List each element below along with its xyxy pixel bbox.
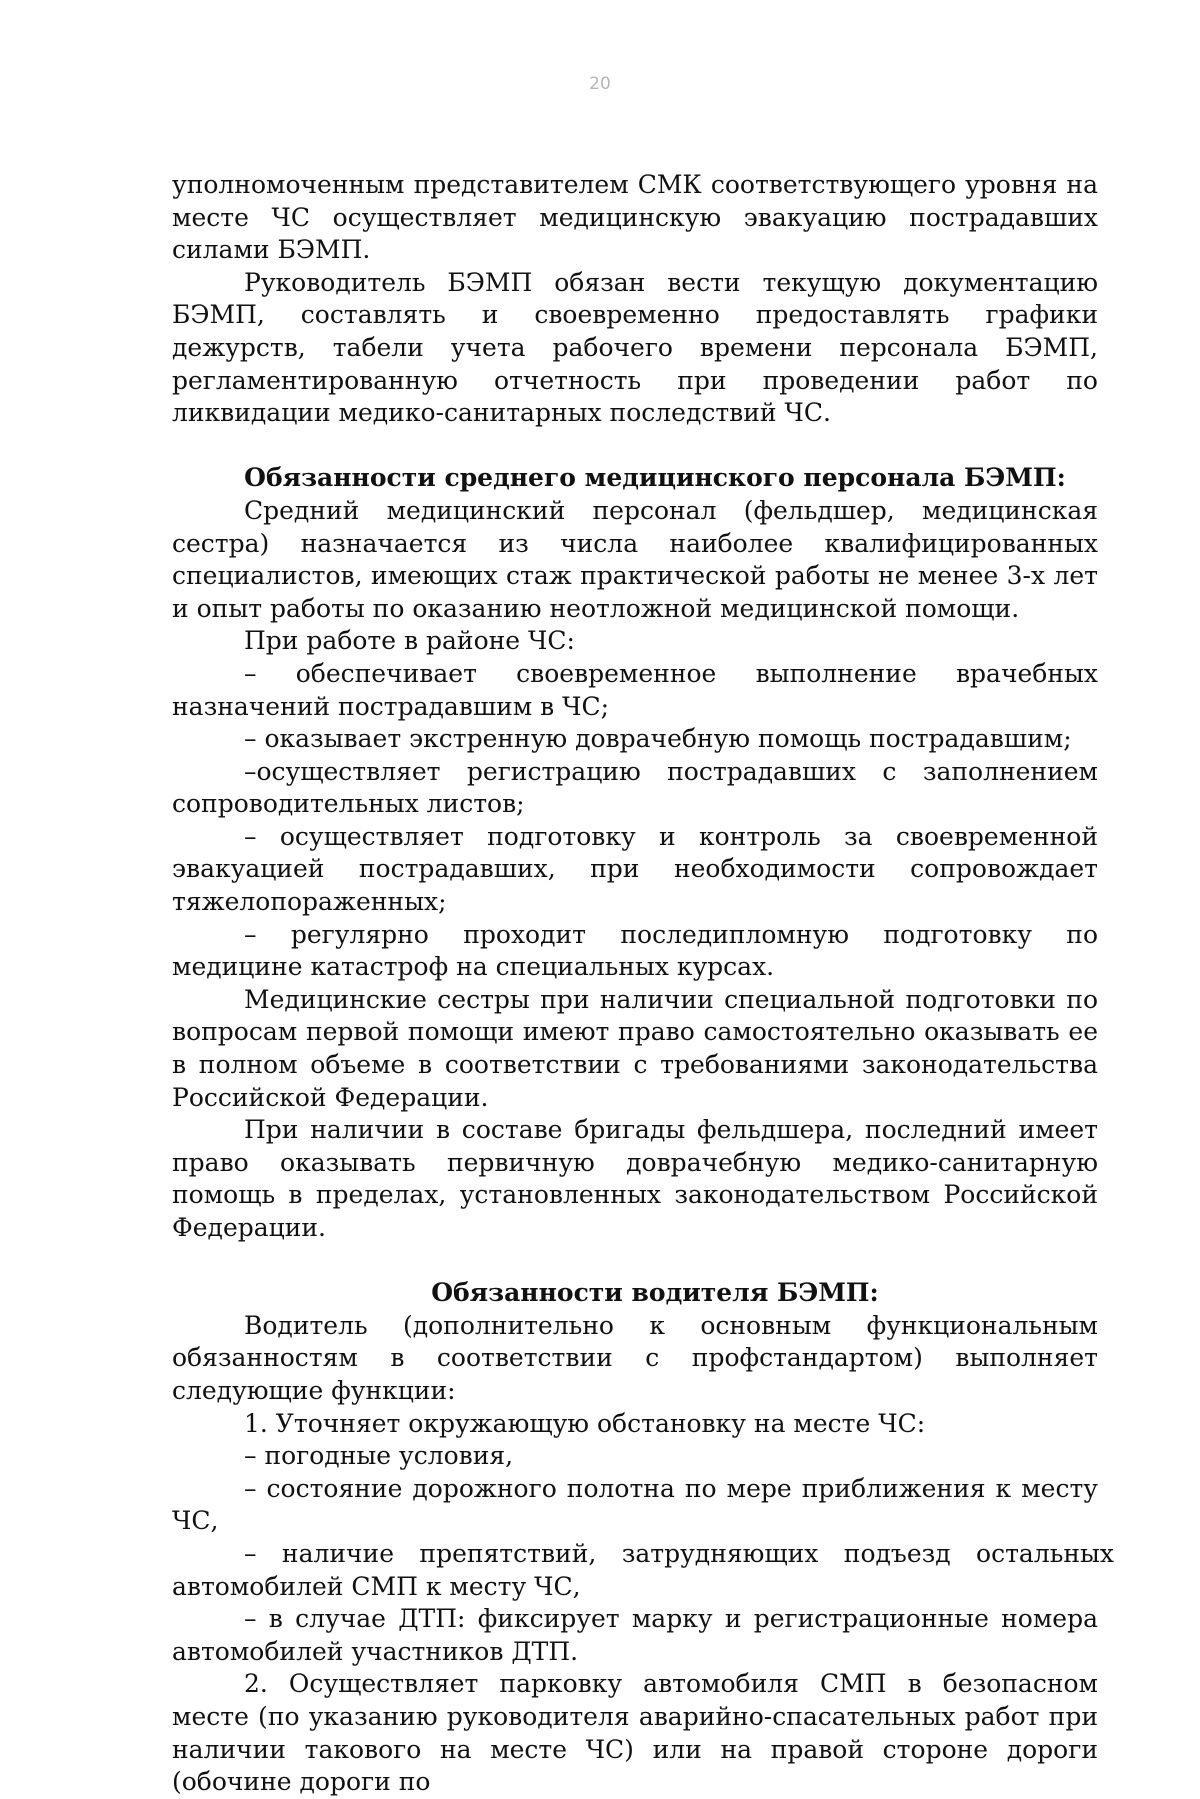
- list-item-driver-1: 1. Уточняет окружающую обстановку на месте ЧС:: [244, 1408, 926, 1438]
- list-item-nurse-4: – осуществляет подготовку и контроль за своевременной эвакуацией пострадавших, при необходимости сопровождает тяжелопораженных;: [172, 821, 1098, 917]
- list-item-driver-1a: – погодные условия,: [244, 1441, 514, 1471]
- list-item-driver-1b: – состояние дорожного полотна по мере приближения к месту ЧС,: [172, 1473, 1098, 1536]
- paragraph-in-emergency-area: При работе в районе ЧС:: [244, 626, 575, 656]
- page-number: 20: [589, 74, 611, 94]
- spacer: [172, 430, 1098, 463]
- paragraph-nurse-assignment: Средний медицинский персонал (фельдшер, медицинская сестра) назначается из числа наиболее квалифицированных специалистов, имеющих стаж практической работы не менее 3-х лет и опыт работы по оказанию неотложной медицинской помощи.: [172, 495, 1098, 623]
- list-item-driver-1d: – в случае ДТП: фиксирует марку и регистрационные номера автомобилей участников ДТП.: [172, 1604, 1098, 1666]
- spacer: [172, 1245, 1098, 1278]
- paragraph-continuation: уполномоченным представителем СМК соответствующего уровня на месте ЧС осуществляет медицинскую эвакуацию пострадавших силами БЭМП.: [172, 170, 1098, 265]
- list-item-nurse-1: – обеспечивает своевременное выполнение врачебных назначений пострадавшим в ЧС;: [172, 658, 1098, 721]
- list-item-nurse-5: – регулярно проходит последипломную подготовку по медицине катастроф на специальных курсах.: [172, 919, 1098, 982]
- list-item-nurse-3: –осуществляет регистрацию пострадавших с заполнением сопроводительных листов;: [172, 756, 1098, 819]
- list-item-driver-1c: – наличие препятствий, затрудняющих подъезд остальных автомобилей СМП к месту ЧС,: [172, 1538, 1114, 1601]
- section-heading-nurse-duties: Обязанности среднего медицинского персонала БЭМП:: [244, 463, 1066, 493]
- paragraph-head-duties: Руководитель БЭМП обязан вести текущую документацию БЭМП, составлять и своевременно предоставлять графики дежурств, табели учета рабочего времени персонала БЭМП, регламентированную отчетность при проведении работ по ликвидации медико-санитарных последствий ЧС.: [172, 267, 1098, 428]
- section-heading-driver-duties: Обязанности водителя БЭМП:: [431, 1278, 879, 1308]
- list-item-nurse-2: – оказывает экстренную доврачебную помощь пострадавшим;: [244, 724, 1072, 754]
- paragraph-paramedic-rights: При наличии в составе бригады фельдшера, последний имеет право оказывать первичную доврачебную медико-санитарную помощь в пределах, установленных законодательством Российской Федерации.: [172, 1115, 1098, 1242]
- paragraph-driver-functions: Водитель (дополнительно к основным функциональным обязанностям в соответствии с профстандартом) выполняет следующие функции:: [172, 1310, 1098, 1405]
- list-item-driver-2: 2. Осуществляет парковку автомобиля СМП в безопасном месте (по указанию руководителя аварийно-спасательных работ при наличии такового на месте ЧС) или на правой стороне дороги (обочине дороги по: [172, 1669, 1098, 1797]
- document-body: [172, 169, 1114, 1799]
- paragraph-nurse-rights: Медицинские сестры при наличии специальной подготовки по вопросам первой помощи имеют право самостоятельно оказывать ее в полном объеме в соответствии с требованиями законодательства Российской Федерации.: [172, 984, 1098, 1112]
